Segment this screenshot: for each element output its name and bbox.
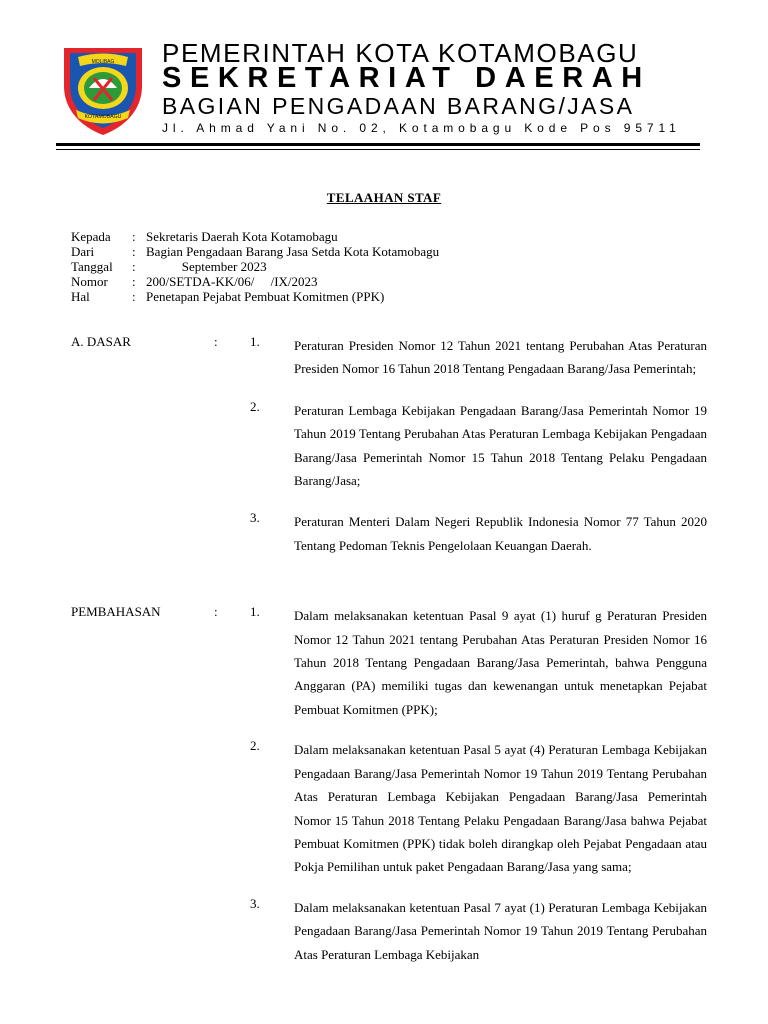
list-item-number: 3. xyxy=(250,895,260,911)
section-colon: : xyxy=(214,604,218,620)
memo-field-label: Kepada xyxy=(71,229,111,244)
memo-field-dari xyxy=(71,244,439,259)
letterhead-government: PEMERINTAH KOTA KOTAMOBAGU xyxy=(162,38,639,68)
list-item-number: 1. xyxy=(250,604,260,620)
memo-field-value: September 2023 xyxy=(146,259,267,274)
memo-field-label: Nomor xyxy=(71,274,108,289)
memo-field-colon: : xyxy=(132,274,136,289)
section-pembahasan xyxy=(71,604,707,966)
memo-field-nomor xyxy=(71,274,439,289)
emblem-top-text: MOLIBAG xyxy=(91,59,115,65)
list-item-text: Peraturan Lembaga Kebijakan Pengadaan Barang/Jasa Pemerintah Nomor 19 Tahun 2019 Tentang Perubahan Atas Peraturan Lembaga Kebijakan Pengadaan Barang/Jasa Pemerintah Nomor 15 Tahun 2018 Tentang Pelaku Pengadaan Barang/Jasa; xyxy=(294,402,707,489)
memo-field-value: Penetapan Pejabat Pembuat Komitmen (PPK) xyxy=(146,289,385,304)
memo-field-colon: : xyxy=(132,229,136,244)
letterhead xyxy=(0,0,768,160)
letterhead-rule-thick xyxy=(56,143,700,146)
memo-field-colon: : xyxy=(132,259,136,274)
memo-field-value: 200/SETDA-KK/06/ /IX/2023 xyxy=(146,274,318,289)
memo-field-value: Bagian Pengadaan Barang Jasa Setda Kota Kotamobagu xyxy=(146,244,440,259)
section-colon: : xyxy=(214,334,218,349)
list-item-text: Peraturan Menteri Dalam Negeri Republik Indonesia Nomor 77 Tahun 2020 Tentang Pedoman Teknis Pengelolaan Keuangan Daerah. xyxy=(294,514,707,553)
document-title: TELAAHAN STAF xyxy=(326,190,442,205)
emblem-ribbon-text: KOTAMOBAGU xyxy=(84,114,122,120)
letterhead-rule-thin xyxy=(56,149,700,150)
letterhead-secretariat: SEKRETARIAT DAERAH xyxy=(162,62,651,94)
memo-field-label: Hal xyxy=(71,289,90,304)
list-item xyxy=(71,510,707,557)
list-item-text: Dalam melaksanakan ketentuan Pasal 5 ayat (4) Peraturan Lembaga Kebijakan Pengadaan Barang/Jasa Pemerintah Nomor 19 Tahun 2019 Tentang Perubahan Atas Peraturan Lembaga Kebijakan Pengadaan Barang/Jasa Pemerintah Nomor 15 Tahun 2018 Tentang Pelaku Pengadaan Barang/Jasa bahwa Pejabat Pembuat Komitmen (PPK) tidak boleh dirangkap oleh Pejabat Pengadaan atau Pokja Pemilihan untuk paket Pengadaan Barang/Jasa yang sama; xyxy=(294,742,707,875)
memo-field-kepada xyxy=(71,229,439,244)
list-item-text: Peraturan Presiden Nomor 12 Tahun 2021 tentang Perubahan Atas Peraturan Presiden Nomor 16 Tahun 2018 Tentang Pengadaan Barang/Jasa Pemerintah; xyxy=(294,338,707,377)
memo-field-tanggal xyxy=(71,259,439,274)
memo-field-hal xyxy=(71,289,439,304)
memo-field-label: Tanggal xyxy=(71,259,113,274)
memo-field-colon: : xyxy=(132,244,136,259)
list-item xyxy=(71,334,707,381)
list-item-number: 1. xyxy=(250,334,260,349)
list-item-number: 2. xyxy=(250,738,260,754)
list-item xyxy=(71,399,707,493)
section-dasar xyxy=(71,334,707,557)
list-item xyxy=(71,604,707,721)
kotamobagu-emblem-icon xyxy=(56,42,150,138)
letterhead-address: Jl. Ahmad Yani No. 02, Kotamobagu Kode Pos 95711 xyxy=(162,121,681,135)
memo-field-label: Dari xyxy=(71,244,95,259)
list-item-number: 2. xyxy=(250,398,260,414)
memo-field-value: Sekretaris Daerah Kota Kotamobagu xyxy=(146,229,338,244)
list-item-number: 3. xyxy=(250,510,260,526)
memo-header-fields xyxy=(71,229,439,304)
memo-body xyxy=(71,334,707,983)
list-item xyxy=(71,738,707,878)
letterhead-division: BAGIAN PENGADAAN BARANG/JASA xyxy=(162,93,635,119)
list-item-text: Dalam melaksanakan ketentuan Pasal 7 ayat (1) Peraturan Lembaga Kebijakan Pengadaan Barang/Jasa Pemerintah Nomor 19 Tahun 2019 Tentang Perubahan Atas Peraturan Lembaga Kebijakan xyxy=(294,899,707,962)
memo-field-colon: : xyxy=(132,289,136,304)
list-item-text: Dalam melaksanakan ketentuan Pasal 9 ayat (1) huruf g Peraturan Presiden Nomor 12 Tahun 2021 tentang Perubahan Atas Peraturan Presiden Nomor 16 Tahun 2018 Tentang Pengadaan Barang/Jasa Pemerintah, bahwa Pengguna Anggaran (PA) memiliki tugas dan kewenangan untuk menetapkan Pejabat Pembuat Komitmen (PPK); xyxy=(294,608,707,717)
list-item xyxy=(71,896,707,966)
section-heading: PEMBAHASAN xyxy=(71,604,161,620)
section-heading: A. DASAR xyxy=(71,334,131,349)
